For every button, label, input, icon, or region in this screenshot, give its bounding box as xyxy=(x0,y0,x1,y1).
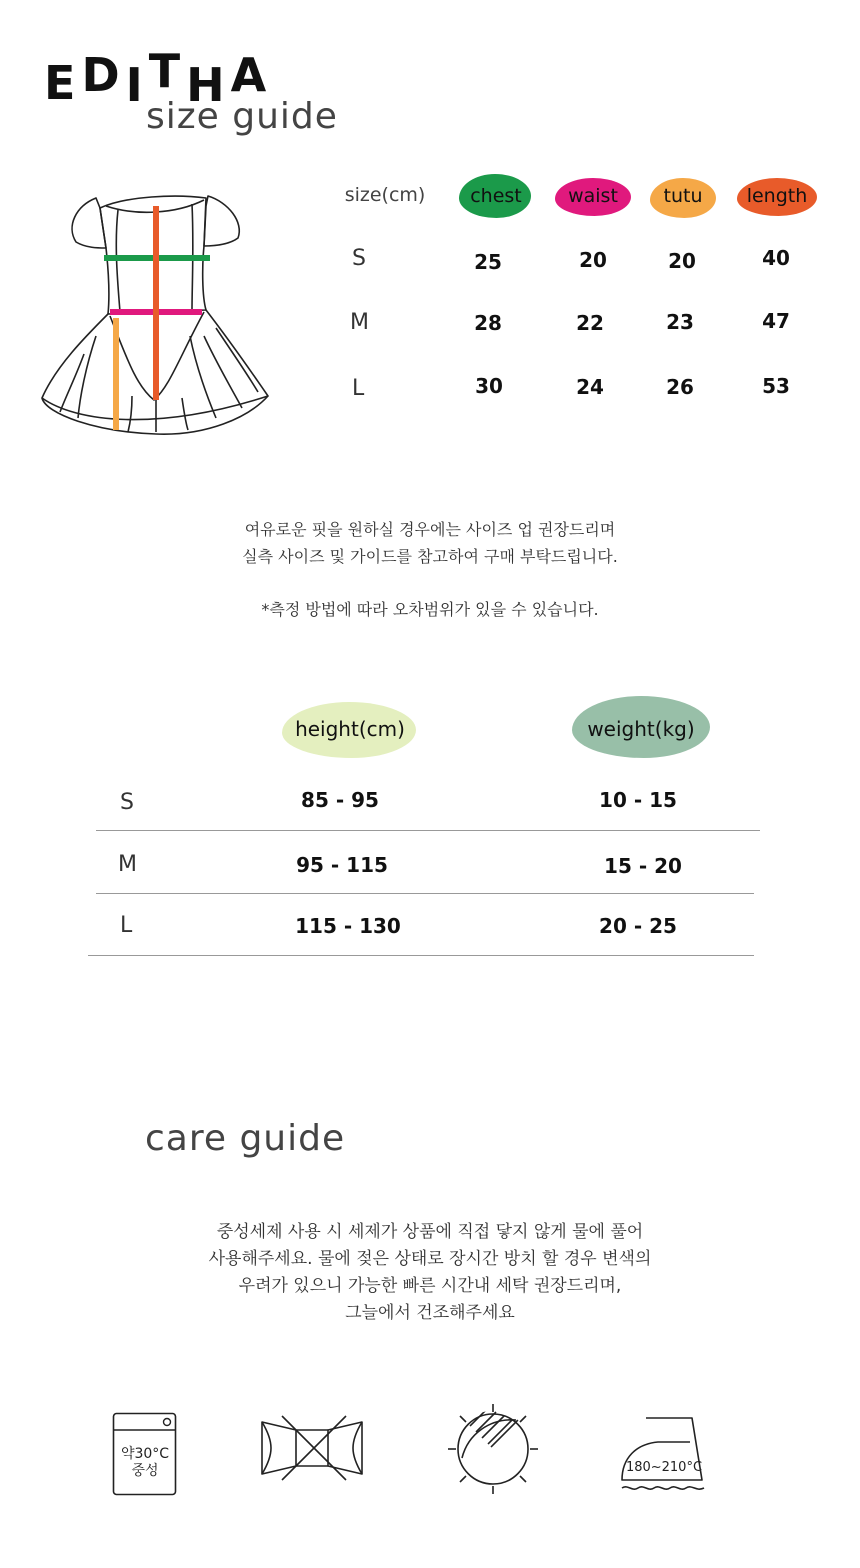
length-m: 47 xyxy=(762,309,790,333)
col-waist: waist xyxy=(568,185,618,207)
note-line-2: 실측 사이즈 및 가이드를 참고하여 구매 부탁드립니다. xyxy=(242,547,618,566)
weight-m: 15 - 20 xyxy=(604,854,682,878)
tutu-m: 23 xyxy=(666,310,694,334)
fit-divider-1 xyxy=(96,830,760,831)
weight-l: 20 - 25 xyxy=(599,914,677,938)
iron-icon xyxy=(618,1414,710,1496)
fit-divider-2 xyxy=(96,893,754,894)
note-line-1: 여유로운 핏을 원하실 경우에는 사이즈 업 권장드리며 xyxy=(244,520,616,539)
wash-detergent: 중성 xyxy=(131,1463,159,1479)
col-tutu: tutu xyxy=(663,185,703,207)
note-line-3: *측정 방법에 따라 오차범위가 있을 수 있습니다. xyxy=(261,600,599,619)
length-l: 53 xyxy=(762,374,790,398)
waist-s: 20 xyxy=(579,248,607,272)
col-weight: weight(kg) xyxy=(587,717,695,741)
care-guide-title: care guide xyxy=(145,1118,346,1159)
unit-label: size(cm) xyxy=(344,184,426,206)
chest-m: 28 xyxy=(474,311,502,335)
waist-m: 22 xyxy=(576,311,604,335)
row-size-m: M xyxy=(350,310,369,335)
chest-s: 25 xyxy=(474,250,502,274)
fit-size-l: L xyxy=(120,913,133,938)
wash-icon xyxy=(112,1412,178,1496)
height-l: 115 - 130 xyxy=(295,914,401,938)
no-tumble-dry-icon xyxy=(258,1414,366,1486)
length-s: 40 xyxy=(762,246,790,270)
waist-l: 24 xyxy=(576,375,604,399)
dry-in-shade-icon xyxy=(446,1402,540,1500)
care-line-2: 사용해주세요. 물에 젖은 상태로 장시간 방치 할 경우 변색의 xyxy=(208,1249,652,1269)
brand-logo: EDITHA xyxy=(44,44,269,112)
row-size-s: S xyxy=(352,246,366,271)
size-guide-title: size guide xyxy=(146,96,338,137)
height-m: 95 - 115 xyxy=(296,853,388,877)
chest-l: 30 xyxy=(475,374,503,398)
tutu-l: 26 xyxy=(666,375,694,399)
iron-temp: 180~210°C xyxy=(625,1460,703,1475)
care-line-4: 그늘에서 건조해주세요 xyxy=(345,1303,515,1323)
fit-size-m: M xyxy=(118,852,137,877)
care-line-3: 우려가 있으니 가능한 빠른 시간내 세탁 권장드리며, xyxy=(238,1276,622,1296)
col-length: length xyxy=(746,185,808,207)
care-line-1: 중성세제 사용 시 세제가 상품에 직접 닿지 않게 물에 풀어 xyxy=(216,1222,644,1242)
col-height: height(cm) xyxy=(295,717,405,741)
dress-illustration xyxy=(36,186,276,442)
fit-size-s: S xyxy=(120,790,134,815)
col-chest: chest xyxy=(470,185,522,207)
tutu-s: 20 xyxy=(668,249,696,273)
row-size-l: L xyxy=(352,376,365,401)
height-s: 85 - 95 xyxy=(301,788,379,812)
wash-temp: 약30°C xyxy=(120,1446,170,1462)
fit-divider-3 xyxy=(88,955,754,956)
weight-s: 10 - 15 xyxy=(599,788,677,812)
